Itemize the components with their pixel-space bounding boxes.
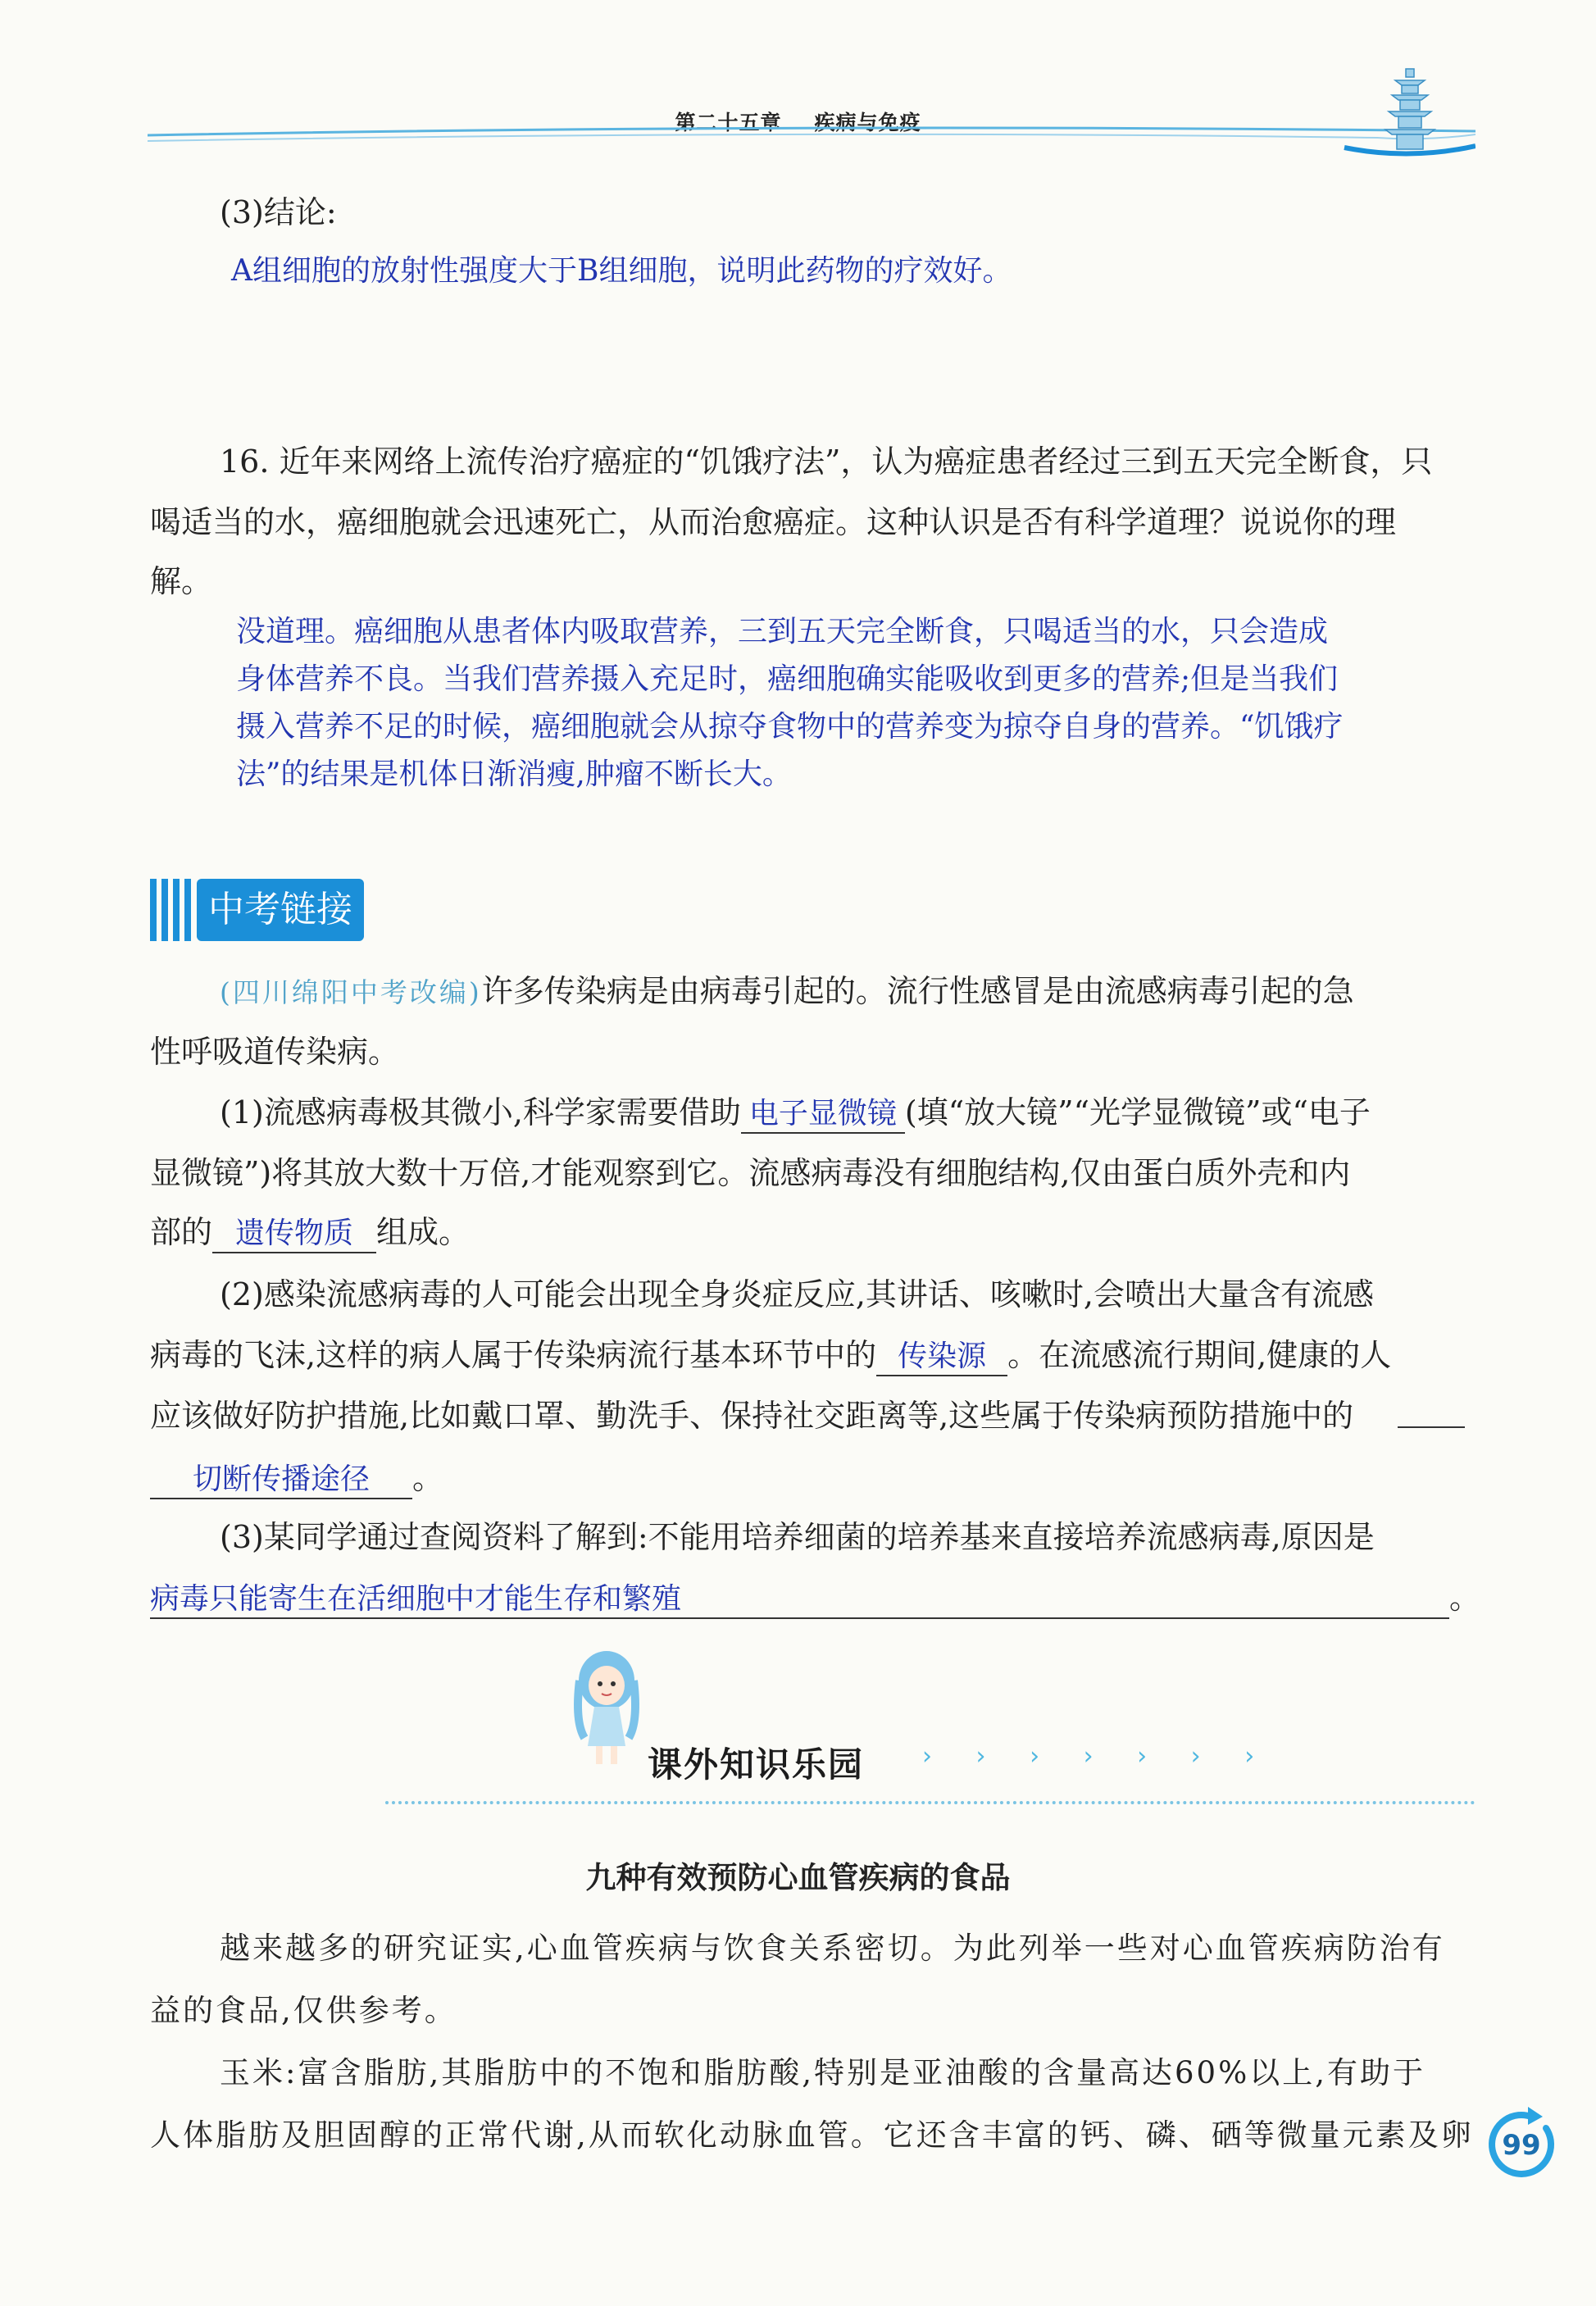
exam-part1-line2: 显微镜”)将其放大数十万倍,才能观察到它。流感病毒没有细胞结构,仅由蛋白质外壳和内 bbox=[150, 1155, 1351, 1191]
exam-part2-text-e: 。 bbox=[412, 1460, 444, 1496]
article-para1-line1: 越来越多的研究证实,心血管疾病与饮食关系密切。为此列举一些对心血管疾病防治有 bbox=[220, 1931, 1445, 1966]
exam-intro-line1 bbox=[220, 961, 1490, 1023]
girl-mascot-icon bbox=[570, 1648, 643, 1771]
article-para1-line2: 益的食品,仅供参考。 bbox=[150, 1993, 457, 2028]
exam-part1-text-d: 部的 bbox=[150, 1214, 213, 1250]
section-badge-exam-link: 中考链接 bbox=[197, 879, 364, 941]
question-16-line3: 解。 bbox=[150, 563, 213, 599]
answer-blank-infection-source: 传染源 bbox=[876, 1339, 1007, 1376]
exam-source: (四川绵阳中考改编) bbox=[220, 976, 482, 1008]
pagoda-icon bbox=[1361, 66, 1459, 156]
extracurricular-heading: 课外知识乐园 bbox=[648, 1744, 865, 1785]
exam-part1-line1 bbox=[220, 1082, 1498, 1143]
question-16-answer-line1: 没道理。癌细胞从患者体内吸取营养，三到五天完全断食，只喝适当的水，只会造成 bbox=[236, 615, 1329, 648]
exam-part2-line4 bbox=[150, 1448, 443, 1508]
exam-part3-line1: (3)某同学通过查阅资料了解到:不能用培养细菌的培养基来直接培养流感病毒,原因是 bbox=[220, 1519, 1375, 1555]
page-number-badge bbox=[1482, 2104, 1561, 2182]
dotted-divider bbox=[385, 1801, 1476, 1804]
exam-part2-line3: 应该做好防护措施,比如戴口罩、勤洗手、保持社交距离等,这些属于传染病预防措施中的 bbox=[150, 1398, 1354, 1434]
exam-part2-line1: (2)感染流感病毒的人可能会出现全身炎症反应,其讲话、咳嗽时,会喷出大量含有流感 bbox=[220, 1276, 1374, 1312]
answer-blank-genetic-material: 遗传物质 bbox=[212, 1216, 376, 1253]
exam-intro-line2: 性呼吸道传染病。 bbox=[150, 1034, 400, 1070]
exam-part1-text-a: (1)流感病毒极其微小,科学家需要借助 bbox=[220, 1094, 741, 1130]
chevron-arrows-icon: › › › › › › › bbox=[922, 1742, 1273, 1771]
question-16-line1: 16. 近年来网络上流传治疗癌症的“饥饿疗法”，认为癌症患者经过三到五天完全断食，只 bbox=[220, 443, 1433, 480]
answer-blank-microscope: 电子显微镜 bbox=[741, 1096, 905, 1134]
answer-blank-cut-transmission: 切断传播途径 bbox=[150, 1462, 412, 1499]
exam-part3-line2 bbox=[150, 1567, 1494, 1628]
conclusion-answer: A组细胞的放射性强度大于B组细胞，说明此药物的疗效好。 bbox=[231, 254, 1012, 288]
exam-part2-text-c: 。在流感流行期间,健康的人 bbox=[1007, 1337, 1392, 1373]
article-title: 九种有效预防心血管疾病的食品 bbox=[585, 1860, 1011, 1895]
answer-blank-line-end bbox=[1398, 1426, 1465, 1428]
exam-part3-text-e: 。 bbox=[1449, 1580, 1481, 1616]
header-wave-decoration bbox=[148, 123, 1476, 164]
answer-blank-virus-reason: 病毒只能寄生在活细胞中才能生存和繁殖 bbox=[150, 1581, 1449, 1619]
exam-part1-text-b: (填“放大镜”“光学显微镜”或“电子 bbox=[904, 1094, 1371, 1130]
exam-part1-text-e: 组成。 bbox=[376, 1214, 471, 1250]
exam-part2-line2 bbox=[150, 1325, 1494, 1385]
chapter-title: 疾病与免疫 bbox=[814, 111, 921, 134]
question-16-line2: 喝适当的水，癌细胞就会迅速死亡，从而治愈癌症。这种认识是否有科学道理？说说你的理 bbox=[150, 504, 1397, 540]
chapter-number: 第二十五章 bbox=[675, 111, 782, 134]
exam-part2-text-b: 病毒的飞沫,这样的病人属于传染病流行基本环节中的 bbox=[150, 1337, 877, 1373]
exam-intro-text: 许多传染病是由病毒引起的。流行性感冒是由流感病毒引起的急 bbox=[481, 973, 1354, 1009]
conclusion-label: (3)结论: bbox=[220, 194, 337, 230]
page-number: 99 bbox=[1502, 2129, 1541, 2162]
question-16-answer-line4: 法”的结果是机体日渐消瘦,肿瘤不断长大。 bbox=[236, 757, 792, 791]
question-16-answer-line2: 身体营养不良。当我们营养摄入充足时，癌细胞确实能吸收到更多的营养;但是当我们 bbox=[236, 662, 1339, 696]
question-16-answer-line3: 摄入营养不足的时候，癌细胞就会从掠夺食物中的营养变为掠夺自身的营养。“饥饿疗 bbox=[236, 710, 1344, 744]
article-para2-line2: 人体脂肪及胆固醇的正常代谢,从而软化动脉血管。它还含丰富的钙、磷、硒等微量元素及卵 bbox=[150, 2117, 1474, 2153]
exam-part1-line3 bbox=[150, 1202, 470, 1262]
section-badge-bars bbox=[150, 879, 191, 941]
article-para2-line1: 玉米:富含脂肪,其脂肪中的不饱和脂肪酸,特别是亚油酸的含量高达60%以上,有助于 bbox=[220, 2055, 1425, 2090]
